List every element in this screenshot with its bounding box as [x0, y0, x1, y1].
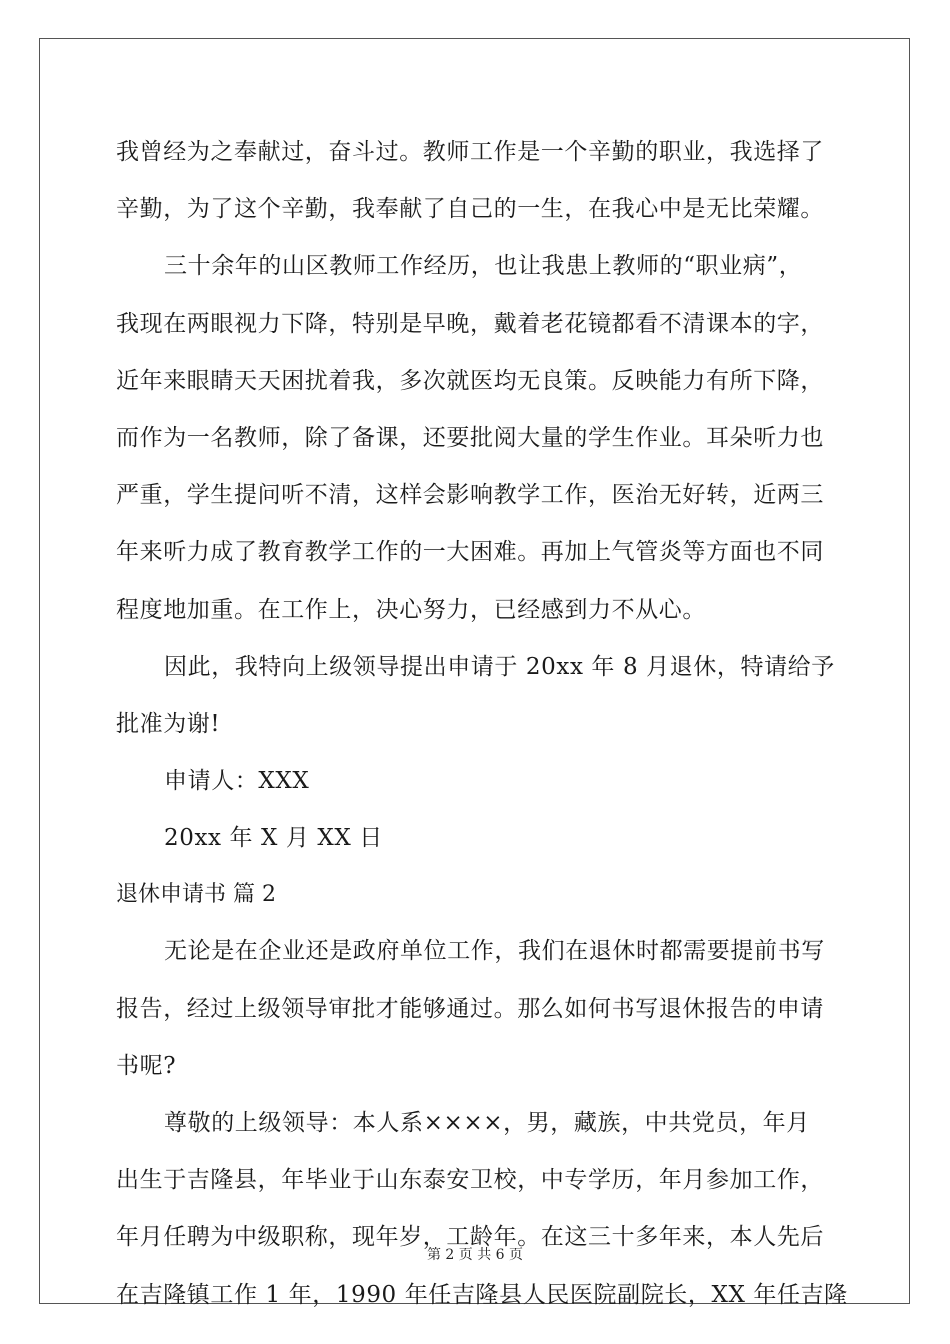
text-line: 批准为谢!	[116, 710, 221, 737]
text-line: 近年来眼睛天天困扰着我，多次就医均无良策。反映能力有所下降，	[116, 367, 824, 394]
text-line: 报告，经过上级领导审批才能够通过。那么如何书写退休报告的申请	[116, 995, 824, 1022]
text-line: 辛勤，为了这个辛勤，我奉献了自己的一生，在我心中是无比荣耀。	[116, 196, 824, 223]
text-line: 年月任聘为中级职称，现年岁，工龄年。在这三十多年来，本人先后	[116, 1224, 824, 1251]
paragraph-start: 无论是在企业还是政府单位工作，我们在退休时都需要提前书写	[164, 938, 825, 965]
applicant-signature: 申请人：XXX	[164, 768, 310, 795]
text-line: 年来听力成了教育教学工作的一大困难。再加上气管炎等方面也不同	[116, 539, 824, 566]
page-number-footer: 第 2 页 共 6 页	[426, 1247, 524, 1263]
text-line: 在吉隆镇工作 1 年，1990 年任吉隆县人民医院副院长，XX 年任吉隆	[116, 1281, 848, 1308]
text-line: 严重，学生提问听不清，这样会影响教学工作，医治无好转，近两三	[116, 482, 824, 509]
text-line: 出生于吉隆县，年毕业于山东泰安卫校，中专学历，年月参加工作，	[116, 1167, 824, 1194]
text-line: 程度地加重。在工作上，决心努力，已经感到力不从心。	[116, 596, 706, 623]
paragraph-start: 三十余年的山区教师工作经历，也让我患上教师的“职业病”，	[164, 253, 803, 280]
paragraph-start: 因此，我特向上级领导提出申请于 20xx 年 8 月退休，特请给予	[164, 653, 835, 680]
document-body	[116, 124, 848, 1324]
text-line: 书呢?	[116, 1052, 177, 1079]
text-line: 而作为一名教师，除了备课，还要批阅大量的学生作业。耳朵听力也	[116, 424, 824, 451]
text-line: 我曾经为之奉献过，奋斗过。教师工作是一个辛勤的职业，我选择了	[116, 139, 824, 165]
paragraph-start: 尊敬的上级领导：本人系××××，男，藏族，中共党员，年月	[164, 1110, 810, 1136]
text-line: 我现在两眼视力下降，特别是早晚，戴着老花镜都看不清课本的字，	[116, 310, 824, 337]
signature-date: 20xx 年 X 月 XX 日	[164, 825, 383, 852]
section-heading: 退休申请书 篇 2	[116, 882, 276, 908]
